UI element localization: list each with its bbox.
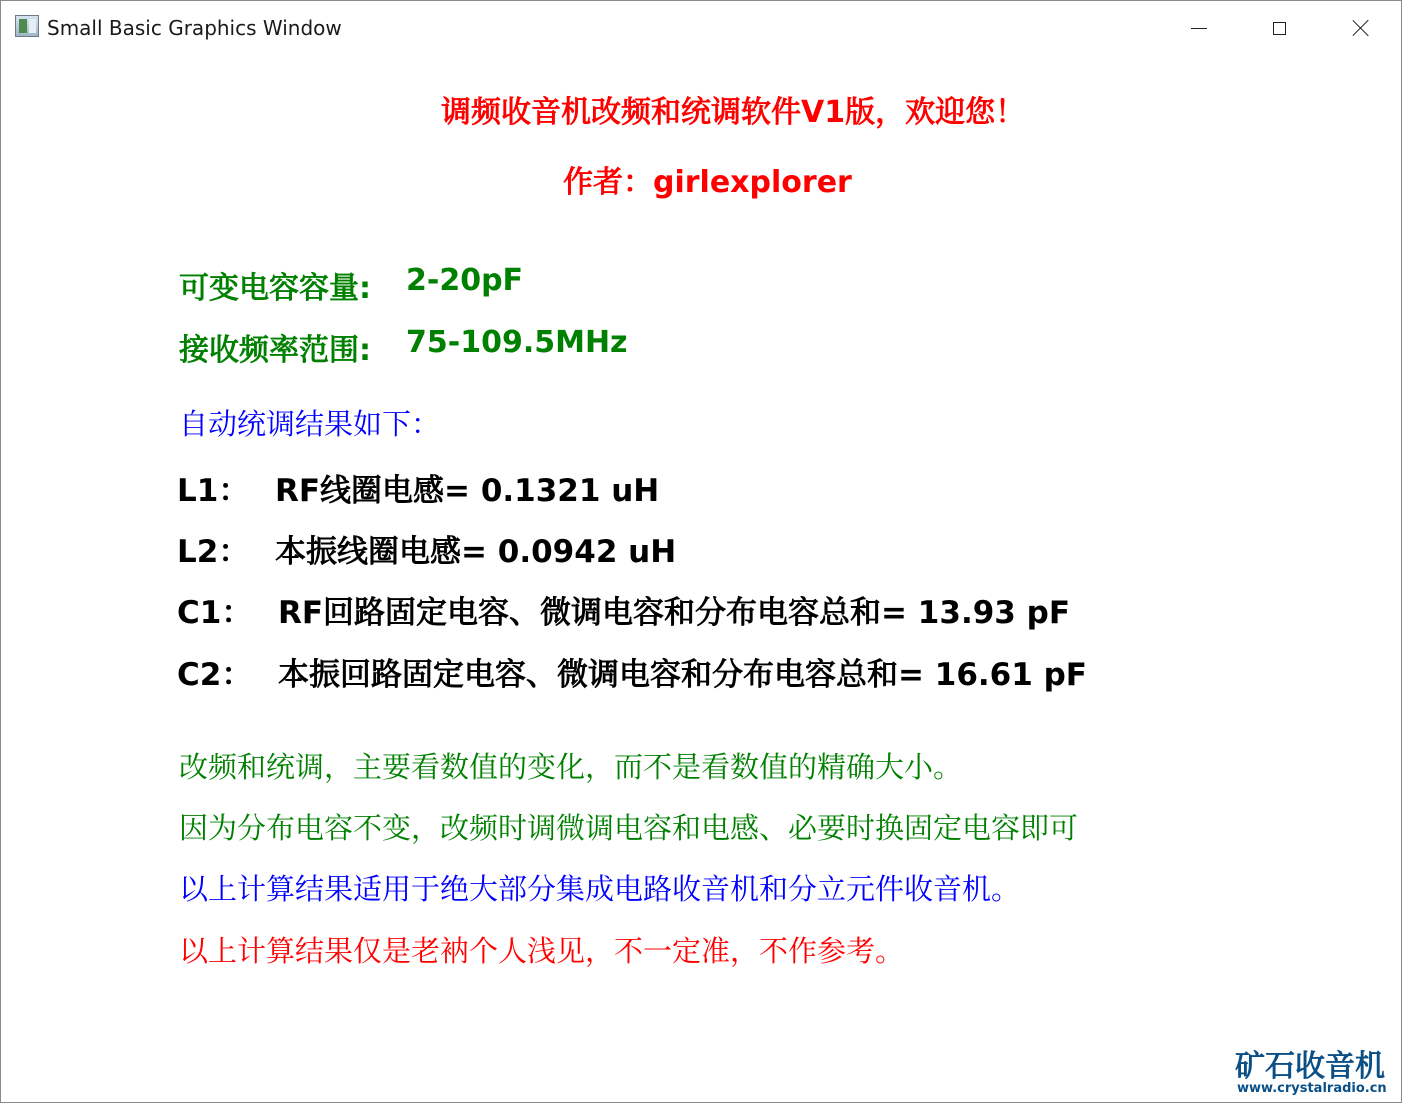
minimize-button[interactable] — [1159, 1, 1239, 55]
app-icon — [15, 15, 39, 37]
note-line-1: 改频和统调，主要看数值的变化，而不是看数值的精确大小。 — [179, 750, 963, 784]
watermark-url: www.crystalradio.cn — [1237, 1081, 1387, 1096]
result-text-l2: 本振线圈电感= 0.0942 uH — [275, 534, 677, 570]
result-text-c2: 本振回路固定电容、微调电容和分布电容总和= 16.61 pF — [278, 657, 1087, 693]
close-icon — [1352, 19, 1370, 37]
close-button[interactable] — [1321, 1, 1401, 55]
note-line-2: 因为分布电容不变，改频时调微调电容和电感、必要时换固定电容即可 — [179, 811, 1079, 845]
result-label-l1: L1： — [177, 473, 250, 509]
capacitance-value: 2-20pF — [406, 263, 524, 298]
maximize-button[interactable] — [1239, 1, 1319, 55]
minimize-icon — [1191, 28, 1207, 29]
results-heading: 自动统调结果如下： — [179, 407, 441, 441]
frequency-range-label: 接收频率范围: — [179, 333, 371, 368]
result-label-c2: C2： — [177, 657, 253, 693]
result-label-c1: C1： — [177, 595, 253, 631]
result-text-c1: RF回路固定电容、微调电容和分布电容总和= 13.93 pF — [278, 595, 1071, 631]
note-line-3: 以上计算结果适用于绝大部分集成电路收音机和分立元件收音机。 — [179, 872, 1021, 906]
capacitance-label: 可变电容容量: — [179, 271, 371, 306]
author-line: 作者：girlexplorer — [563, 165, 852, 200]
window-title: Small Basic Graphics Window — [47, 16, 342, 40]
note-line-4: 以上计算结果仅是老衲个人浅见，不一定准，不作参考。 — [179, 934, 905, 968]
title-bar[interactable] — [1, 1, 1401, 55]
welcome-title: 调频收音机改频和统调软件V1版，欢迎您！ — [441, 95, 1026, 130]
graphics-canvas — [1, 55, 1401, 1102]
result-label-l2: L2： — [177, 534, 250, 570]
result-text-l1: RF线圈电感= 0.1321 uH — [275, 473, 660, 509]
frequency-range-value: 75-109.5MHz — [406, 325, 628, 360]
watermark — [1235, 1041, 1397, 1101]
maximize-icon — [1273, 22, 1286, 35]
watermark-logo: 矿石收音机 — [1235, 1049, 1385, 1084]
